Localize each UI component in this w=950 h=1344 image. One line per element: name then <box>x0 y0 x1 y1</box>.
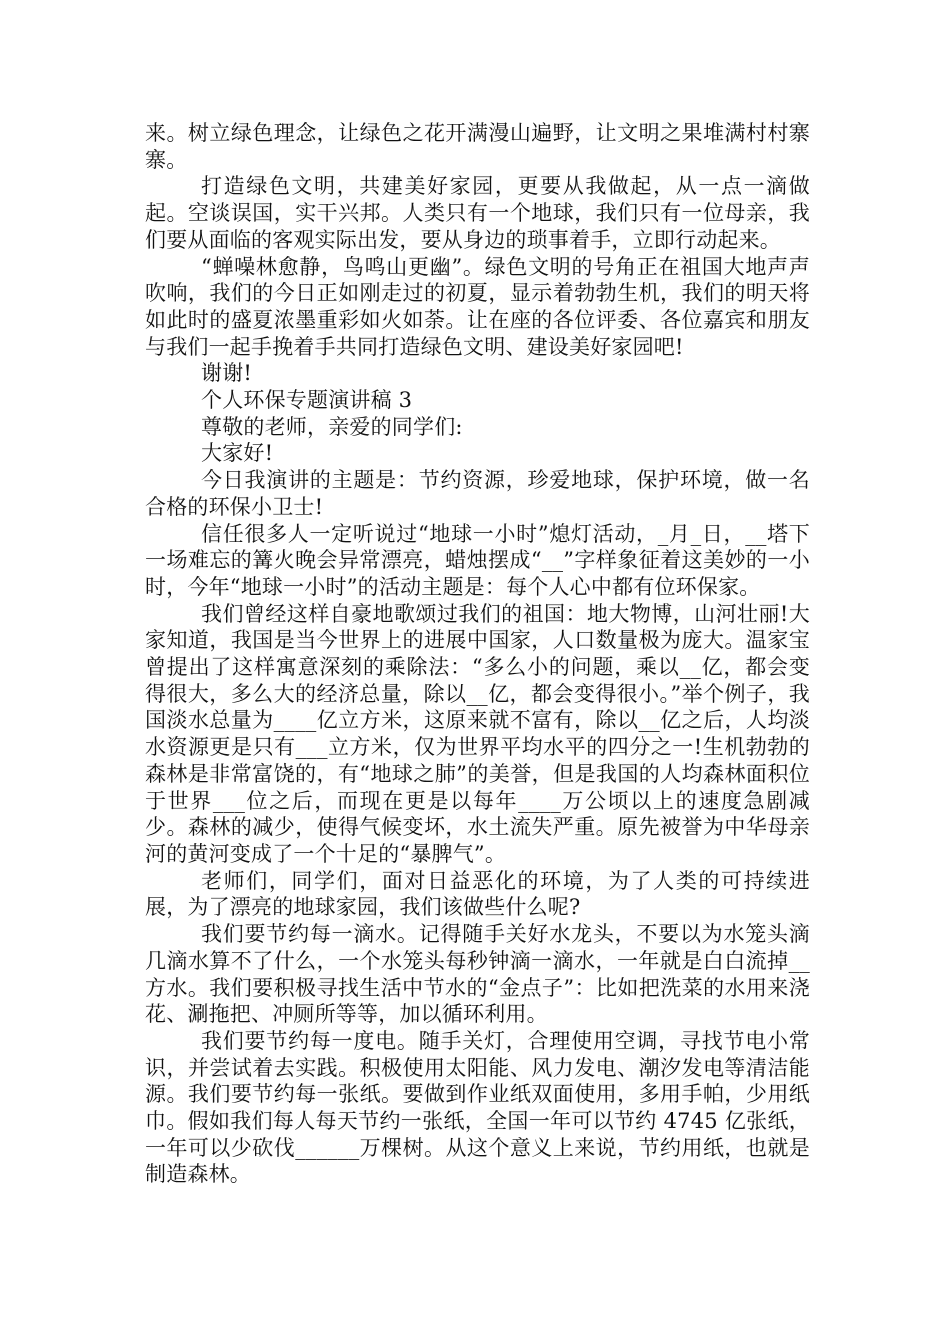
closing-thanks: 谢谢! <box>201 361 253 386</box>
paragraph: “蝉噪林愈静，鸟鸣山更幽”。绿色文明的号角正在祖国大地声声吹响，我们的今日正如刚走过的初夏，显示着勃勃生机，我们的明天将如此时的盛夏浓墨重彩如火如荼。让在座的各位评委、各位嘉宾和朋友与我们一起手挽着手共同打造绿色文明、建设美好家园吧! <box>145 254 810 359</box>
paragraph: 打造绿色文明，共建美好家园，更要从我做起，从一点一滴做起。空谈误国，实干兴邦。人类只有一个地球，我们只有一位母亲，我们要从面临的客观实际出发，要从身边的琐事着手，立即行动起来。 <box>145 174 810 252</box>
paragraph: 来。树立绿色理念，让绿色之花开满漫山遍野，让文明之果堆满村村寨寨。 <box>145 121 810 172</box>
paragraph: 信任很多人一定听说过“地球一小时”熄灯活动，_月_日，__塔下一场难忘的篝火晚会异常漂亮，蜡烛摆成“__”字样象征着这美妙的一小时，今年“地球一小时”的活动主题是：每个人心中都有位环保家。 <box>145 521 810 599</box>
salutation: 尊敬的老师，亲爱的同学们: <box>201 414 463 439</box>
section-title: 个人环保专题演讲稿 3 <box>201 388 413 413</box>
paragraph: 我们曾经这样自豪地歌颂过我们的祖国：地大物博，山河壮丽!大家知道，我国是当今世界上的进展中国家，人口数量极为庞大。温家宝曾提出了这样寓意深刻的乘除法：“多么小的问题，乘以__亿，都会变得很大，多么大的经济总量，除以__亿，都会变得很小。”举个例子，我国淡水总量为____亿立方米，这原来就不富有，除以__亿之后，人均淡水资源更是只有___立方米，仅为世界平均水平的四分之一!生机勃勃的森林是非常富饶的，有“地球之肺”的美誉，但是我国的人均森林面积位于世界___位之后，而现在更是以每年____万公顷以上的速度急剧减少。森林的减少，使得气候变坏，水土流失严重。原先被誉为中华母亲河的黄河变成了一个十足的“暴脾气”。 <box>145 601 810 866</box>
paragraph: 我们要节约每一度电。随手关灯，合理使用空调，寻找节电小常识，并尝试着去实践。积极使用太阳能、风力发电、潮汐发电等清洁能源。我们要节约每一张纸。要做到作业纸双面使用，多用手帕，少用纸巾。假如我们每人每天节约一张纸，全国一年可以节约 4745 亿张纸，一年可以少砍伐______万棵树。从这个意义上来说，节约用纸，也就是制造森林。 <box>145 1028 810 1187</box>
paragraph: 老师们，同学们，面对日益恶化的环境，为了人类的可持续进展，为了漂亮的地球家园，我们该做些什么呢? <box>145 868 810 920</box>
document-body <box>145 120 810 1188</box>
paragraph: 我们要节约每一滴水。记得随手关好水龙头，不要以为水笼头滴几滴水算不了什么，一个水笼头每秒钟滴一滴水，一年就是白白流掉__方水。我们要积极寻找生活中节水的“金点子”：比如把洗菜的水用来浇花、涮拖把、冲厕所等等，加以循环利用。 <box>145 922 810 1027</box>
paragraph: 今日我演讲的主题是：节约资源，珍爱地球，保护环境，做一名合格的环保小卫士! <box>145 468 810 519</box>
greeting: 大家好! <box>201 441 274 466</box>
